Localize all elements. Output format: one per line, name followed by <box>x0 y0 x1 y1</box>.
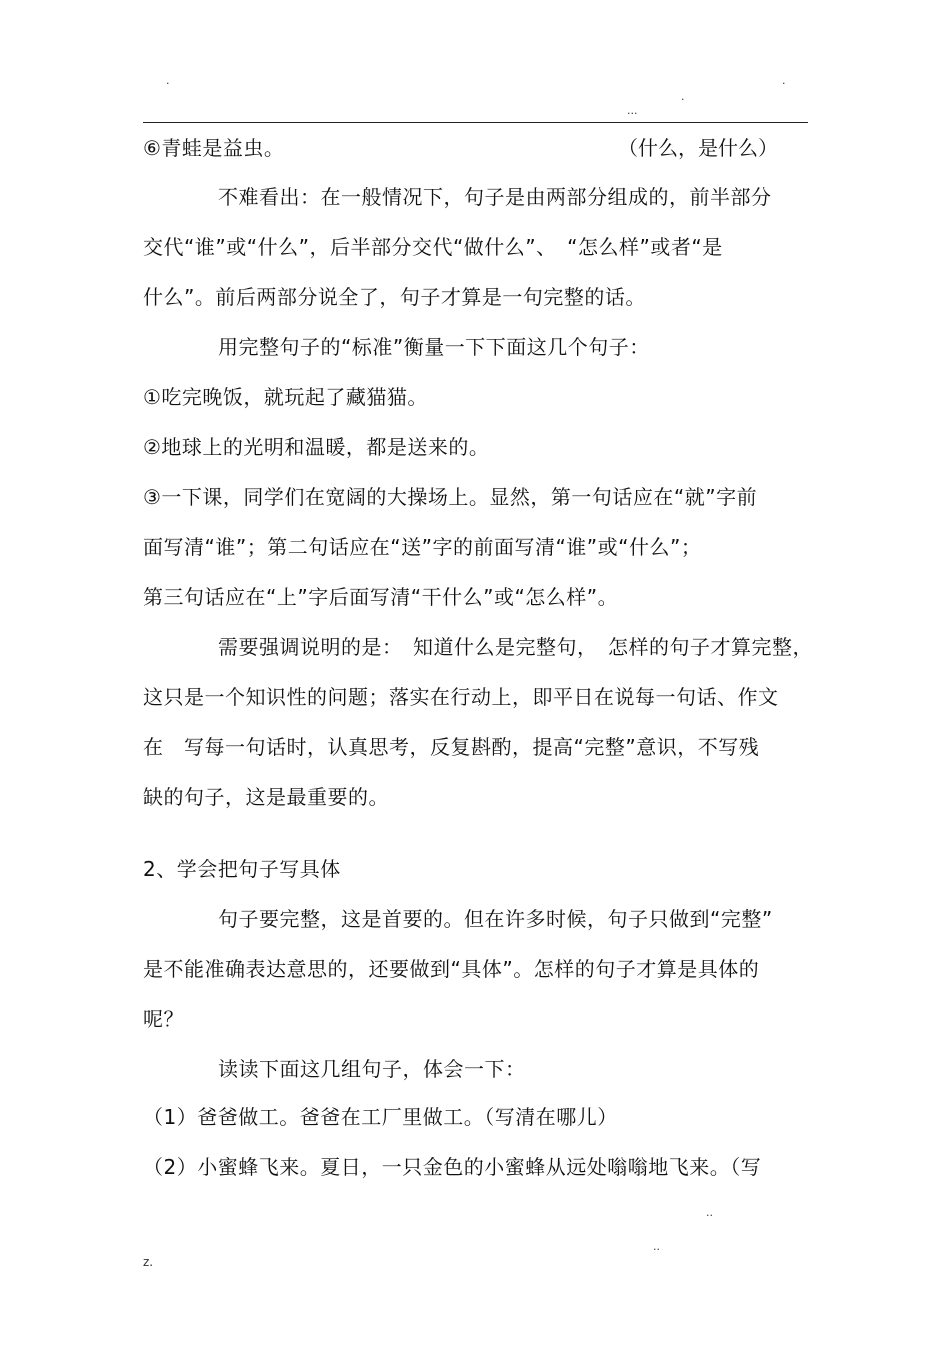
header-dot-mid: . <box>681 90 685 103</box>
text-line: 这只是一个知识性的问题；落实在行动上，即平日在说每一句话、作文 <box>143 685 779 709</box>
section-heading: 2、学会把句子写具体 <box>143 857 341 881</box>
text-line: 呢？ <box>143 1007 184 1031</box>
text-line: 需要强调说明的是： 知道什么是完整句， 怎样的句子才算完整， <box>218 635 813 659</box>
text-line: （2）小蜜蜂飞来。夏日，一只金色的小蜜蜂从远处嗡嗡地飞来。（写 <box>143 1155 762 1179</box>
text-line: 在 写每一句话时，认真思考，反复斟酌，提高“完整”意识，不写残 <box>143 735 760 759</box>
footer-dots-a: .. <box>706 1206 713 1219</box>
header-dot-left: . <box>166 74 170 87</box>
text-line: 面写清“谁”；第二句话应在“送”字的前面写清“谁”或“什么”； <box>143 535 702 559</box>
text-line: 第三句话应在“上”字后面写清“干什么”或“怎么样”。 <box>143 585 619 609</box>
text-line: 是不能准确表达意思的，还要做到“具体”。怎样的句子才算是具体的 <box>143 957 760 981</box>
text-line: 交代“谁”或“什么”，后半部分交代“做什么”、 “怎么样”或者“是 <box>143 235 723 259</box>
text-line: （1）爸爸做工。爸爸在工厂里做工。（写清在哪儿） <box>143 1105 618 1129</box>
text-line: 缺的句子，这是最重要的。 <box>143 785 389 809</box>
text-line: ③一下课，同学们在宽阔的大操场上。显然，第一句话应在“就”字前 <box>143 485 758 509</box>
text-line: ①吃完晚饭，就玩起了藏猫猫。 <box>143 385 428 409</box>
footer-mark: z. <box>143 1255 154 1269</box>
text-line: ⑥青蛙是益虫。 <box>143 136 285 160</box>
header-dot-right: . <box>782 74 786 87</box>
footer-dots-b: .. <box>653 1240 660 1253</box>
right-note: （什么，是什么） <box>618 136 778 160</box>
text-line: 读读下面这几组句子，体会一下： <box>218 1057 526 1081</box>
header-rule <box>143 122 808 123</box>
header-ellipsis: ... <box>627 104 638 117</box>
text-line: ②地球上的光明和温暖，都是送来的。 <box>143 435 490 459</box>
text-line: 不难看出：在一般情况下，句子是由两部分组成的，前半部分 <box>218 185 772 209</box>
text-line: 句子要完整，这是首要的。但在许多时候，句子只做到“完整” <box>218 907 773 931</box>
text-line: 什么”。前后两部分说全了，句子才算是一句完整的话。 <box>143 285 646 309</box>
text-line: 用完整句子的“标准”衡量一下下面这几个句子： <box>218 335 650 359</box>
